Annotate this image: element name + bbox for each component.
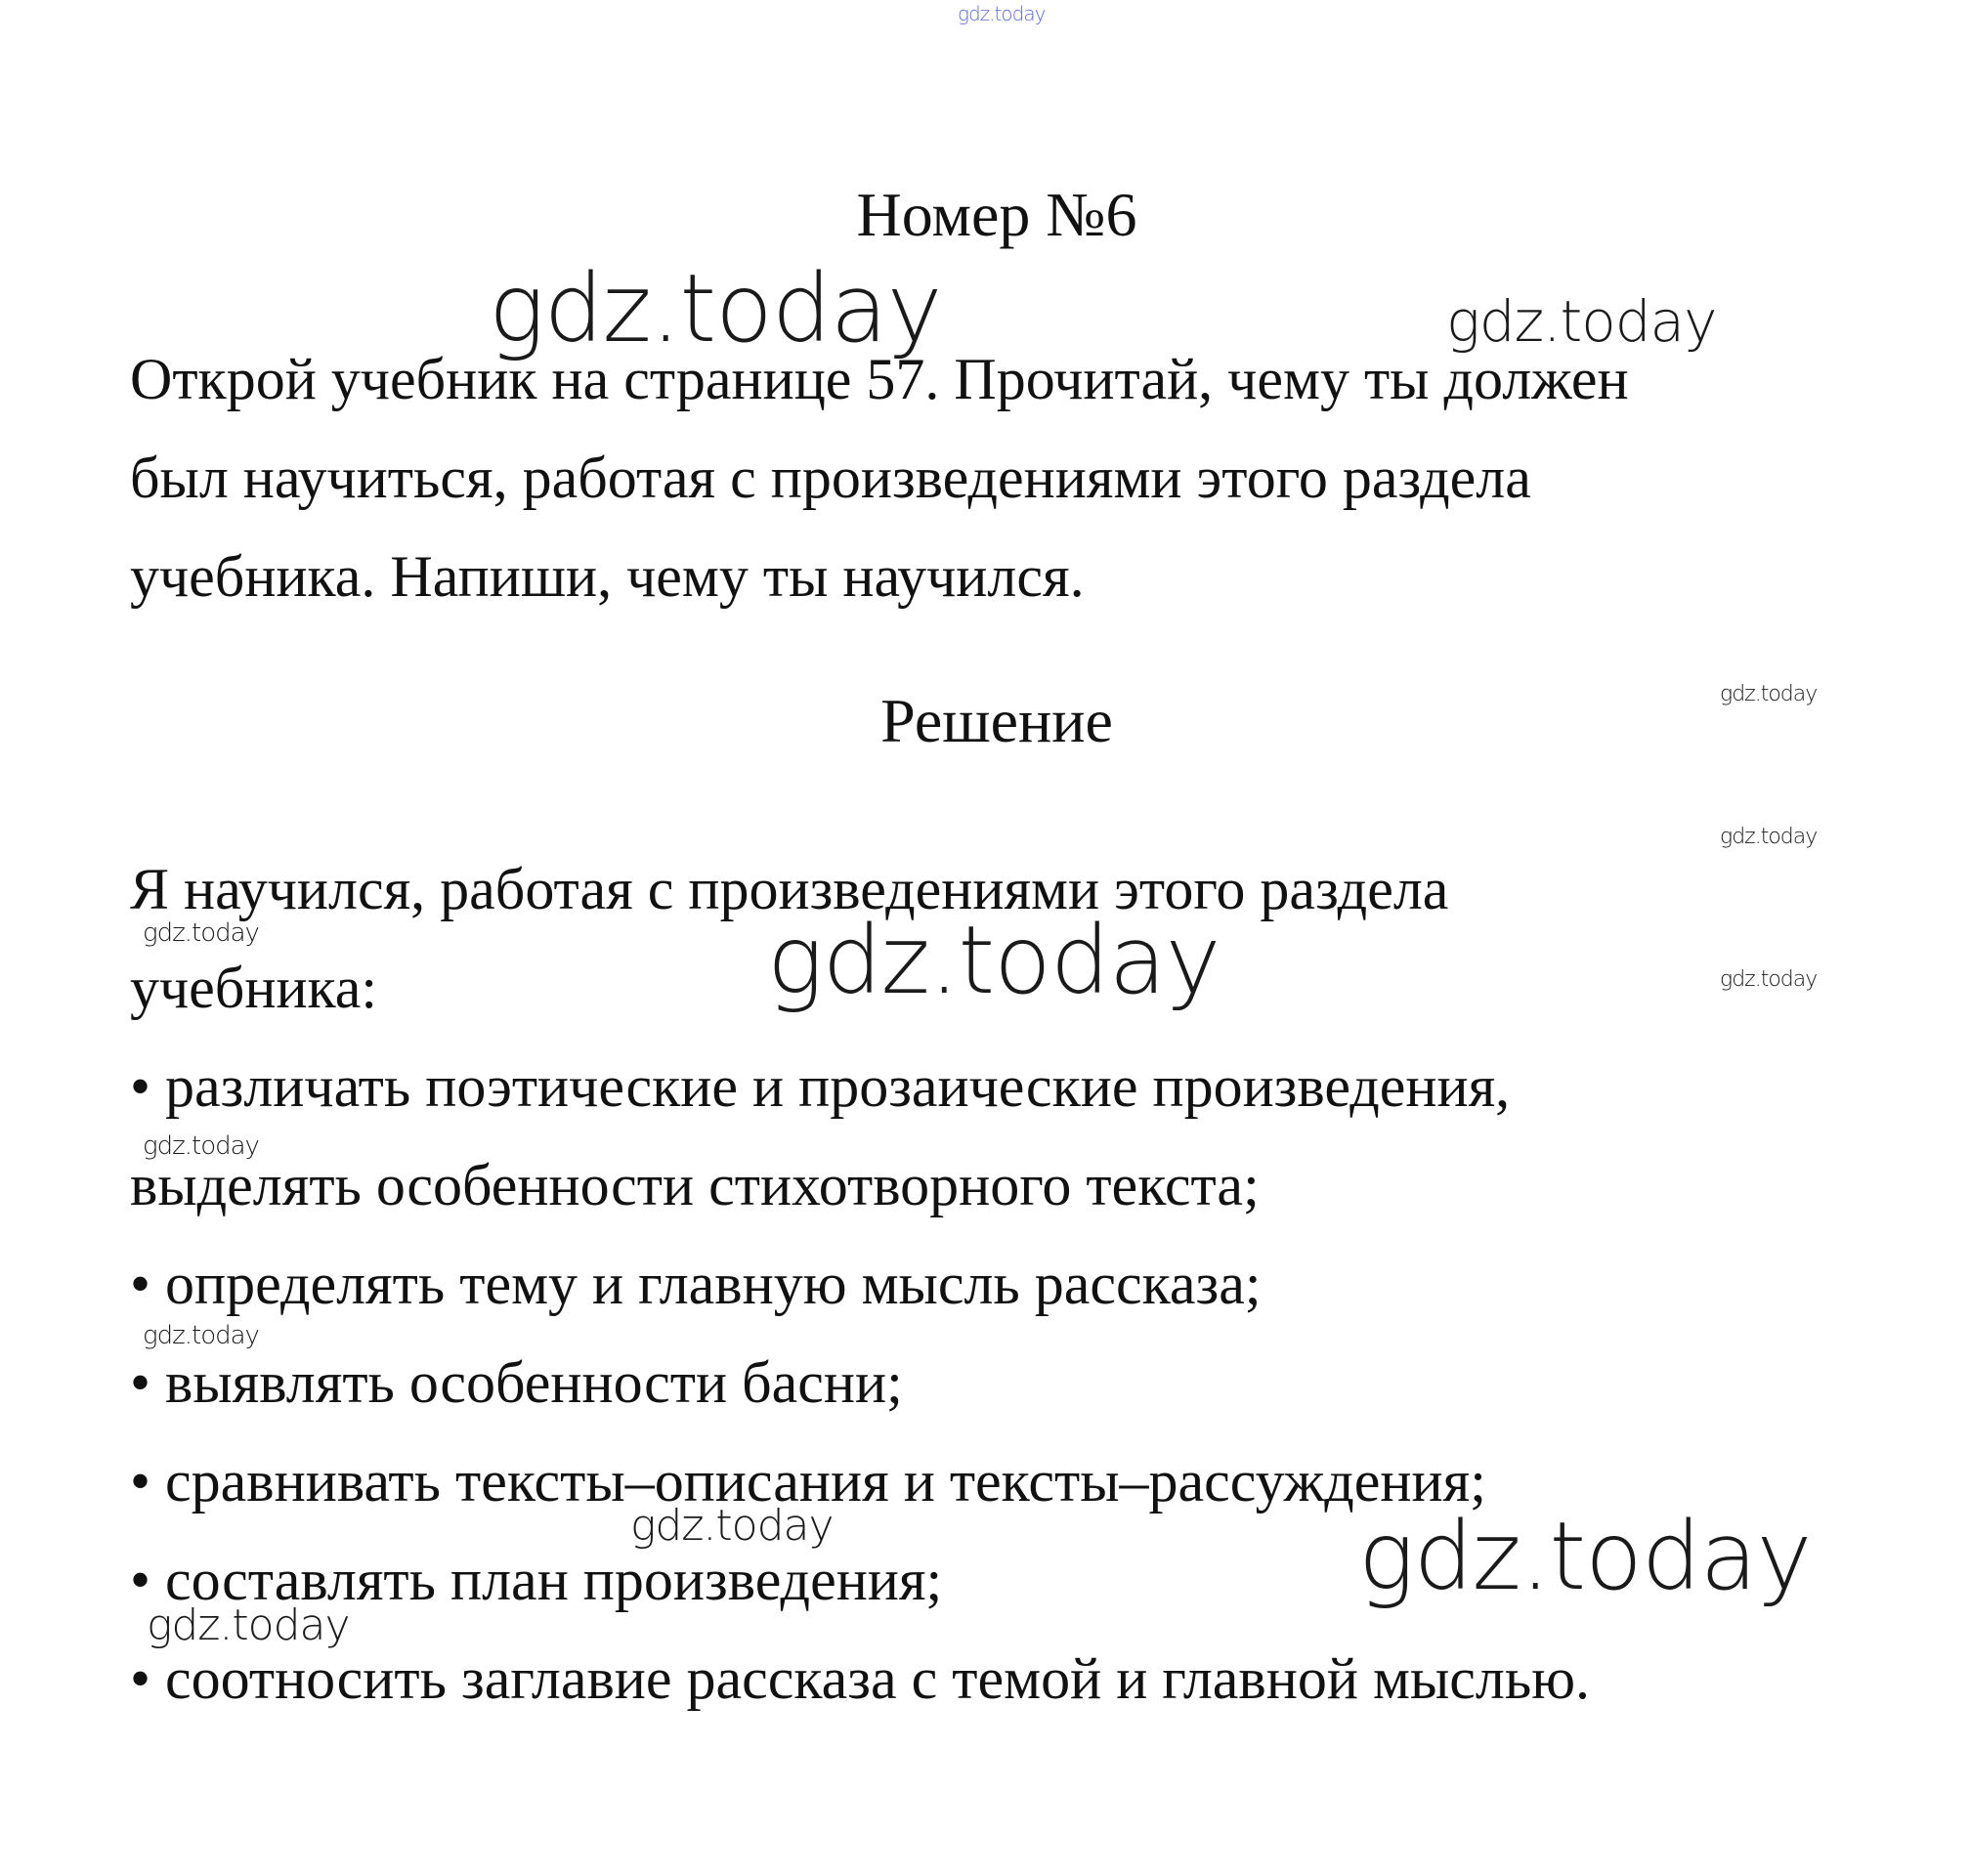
answer-line: учебника:: [130, 956, 378, 1020]
watermark: gdz.today: [143, 1321, 259, 1350]
task-line: Открой учебник на странице 57. Прочитай, чему ты должен: [130, 347, 1629, 411]
answer-list-item: • различать поэтические и прозаические произведения,: [130, 1054, 1511, 1119]
answer-list-item: • составлять план произведения;: [130, 1548, 943, 1612]
watermark: gdz.today: [630, 1501, 834, 1551]
answer-list-item: • соотносить заглавие рассказа с темой и главной мыслью.: [130, 1646, 1591, 1711]
watermark: gdz.today: [143, 1131, 259, 1161]
watermark: gdz.today: [1720, 682, 1818, 706]
answer-list-item: • сравнивать тексты–описания и тексты–рассуждения;: [130, 1449, 1486, 1514]
task-text: [130, 330, 1948, 626]
answer-line: выделять особенности стихотворного текста;: [130, 1153, 1260, 1217]
watermark: gdz.today: [147, 1600, 350, 1650]
watermark: gdz.today: [1720, 967, 1818, 992]
watermark-top: gdz.today: [958, 2, 1046, 25]
watermark: gdz.today: [1720, 825, 1818, 849]
answer-list-item: • определять тему и главную мысль рассказа;: [130, 1252, 1262, 1316]
watermark: gdz.today: [767, 906, 1221, 1015]
watermark: gdz.today: [143, 918, 259, 948]
page-title: Номер №6: [856, 180, 1137, 249]
watermark: gdz.today: [1358, 1502, 1812, 1611]
answer-list-item: • выявлять особенности басни;: [130, 1350, 903, 1415]
watermark: gdz.today: [1446, 288, 1717, 355]
task-line: учебника. Напиши, чему ты научился.: [130, 544, 1085, 609]
solution-heading: Решение: [880, 686, 1113, 755]
task-line: был научиться, работая с произведениями этого раздела: [130, 446, 1531, 510]
answer-line: Я научился, работая с произведениями этого раздела: [130, 857, 1449, 921]
watermark: gdz.today: [489, 254, 942, 363]
